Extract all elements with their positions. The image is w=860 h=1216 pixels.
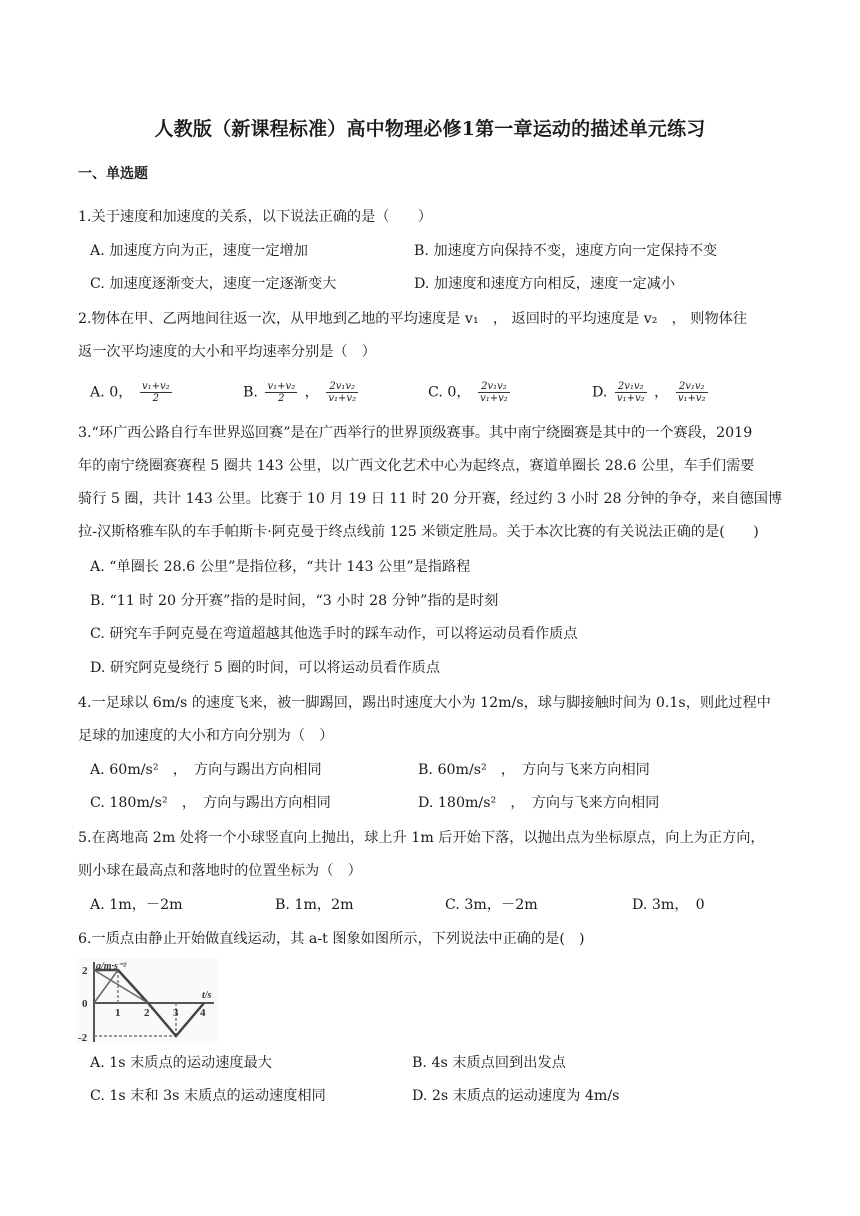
- frac-denominator: v₁+v₂: [328, 393, 357, 404]
- q2-option-c[interactable]: [428, 381, 513, 404]
- frac-numerator: 2v₁v₂: [326, 381, 358, 393]
- fraction-harmonic: [478, 381, 510, 404]
- q1-stem: 1.关于速度和加速度的关系，以下说法正确的是（ ）: [78, 209, 433, 225]
- q3-stem-line4: 拉-汉斯格雅车队的车手帕斯卡·阿克曼于终点线前 125 米锁定胜局。关于本次比赛的有关说法正确的是( ): [78, 524, 759, 540]
- q2-option-b-label: B.: [243, 384, 258, 401]
- q2-option-d-label: D.: [592, 384, 608, 401]
- frac-denominator: v₁+v₂: [480, 393, 508, 404]
- q1-option-b[interactable]: B. 加速度方向保持不变，速度方向一定保持不变: [414, 243, 718, 259]
- x-tick-label: 3: [173, 1007, 179, 1019]
- fraction-sum-over-two: [265, 381, 297, 404]
- q3-option-b[interactable]: B. “11 时 20 分开赛”指的是时间，“3 小时 28 分钟”指的是时刻: [90, 593, 499, 609]
- q4-stem-line2: 足球的加速度的大小和方向分别为（ ）: [78, 728, 334, 744]
- q6-option-c[interactable]: C. 1s 末和 3s 末质点的运动速度相同: [90, 1088, 326, 1104]
- q3-stem-line1: 3.“环广西公路自行车世界巡回赛”是在广西举行的世界顶级赛事。其中南宁绕圈赛是其中的一个赛段，2019: [78, 425, 753, 441]
- q2-stem-line1: 2.物体在甲、乙两地间往返一次，从甲地到乙地的平均速度是 v₁ ， 返回时的平均速度是 v₂ ， 则物体往: [78, 311, 748, 327]
- page-title: 人教版（新课程标准）高中物理必修1第一章运动的描述单元练习: [154, 118, 706, 140]
- frac-numerator: 2v₁v₂: [478, 381, 510, 393]
- frac-denominator: 2: [152, 393, 160, 404]
- comma: ，: [304, 384, 319, 401]
- q5-option-a[interactable]: A. 1m，－2m: [90, 897, 183, 913]
- frac-denominator: v₁+v₂: [677, 393, 706, 404]
- fraction-sum-over-two: [140, 381, 172, 404]
- frac-numerator: 2v₁v₂: [676, 381, 708, 393]
- q6-option-a[interactable]: A. 1s 末质点的运动速度最大: [90, 1055, 272, 1071]
- frac-denominator: v₁+v₂: [616, 393, 645, 404]
- q3-stem-line3: 骑行 5 圈，共计 143 公里。比赛于 10 月 19 日 11 时 20 分开赛，经过约 3 小时 28 分钟的争夺，来自德国博: [78, 491, 783, 507]
- q4-option-d[interactable]: D. 180m/s² ， 方向与飞来方向相同: [418, 795, 660, 811]
- frac-numerator: 2v₁v₂: [615, 381, 647, 393]
- q6-option-d[interactable]: D. 2s 末质点的运动速度为 4m/s: [412, 1088, 620, 1104]
- q5-option-d[interactable]: D. 3m， 0: [632, 897, 705, 913]
- q3-option-d[interactable]: D. 研究阿克曼绕行 5 圈的时间，可以将运动员看作质点: [90, 660, 441, 676]
- x-tick-label: 1: [115, 1007, 121, 1019]
- q3-stem-line2: 年的南宁绕圈赛赛程 5 圈共 143 公里，以广西文化艺术中心为起终点，赛道单圈长 28.6 公里，车手们需要: [78, 458, 755, 474]
- q5-option-b[interactable]: B. 1m，2m: [275, 897, 354, 913]
- fraction-harmonic: [326, 381, 358, 404]
- x-axis-label: t/s: [202, 990, 212, 1001]
- q1-option-a[interactable]: A. 加速度方向为正，速度一定增加: [90, 243, 308, 259]
- q4-option-b[interactable]: B. 60m/s² ， 方向与飞来方向相同: [418, 762, 650, 778]
- q1-option-c[interactable]: C. 加速度逐渐变大，速度一定逐渐变大: [90, 276, 337, 292]
- x-tick-label: 4: [200, 1007, 206, 1019]
- a-t-graph: [76, 958, 218, 1044]
- q2-option-a[interactable]: [90, 381, 175, 404]
- fraction-harmonic: [615, 381, 647, 404]
- q5-option-c[interactable]: C. 3m，－2m: [445, 897, 538, 913]
- frac-numerator: v₁+v₂: [142, 381, 170, 392]
- y-tick-label: -2: [78, 1032, 88, 1044]
- q4-option-a[interactable]: A. 60m/s² ， 方向与踢出方向相同: [90, 762, 322, 778]
- q6-stem: 6.一质点由静止开始做直线运动，其 a-t 图象如图所示，下列说法中正确的是( ): [78, 931, 585, 947]
- q6-option-b[interactable]: B. 4s 末质点回到出发点: [412, 1055, 566, 1071]
- comma: ，: [654, 384, 669, 401]
- fraction-harmonic: [676, 381, 708, 404]
- q4-stem-line1: 4.一足球以 6m/s 的速度飞来，被一脚踢回，踢出时速度大小为 12m/s，球与脚接触时间为 0.1s，则此过程中: [78, 695, 771, 711]
- q5-stem-line1: 5.在离地高 2m 处将一个小球竖直向上抛出，球上升 1m 后开始下落，以抛出点为坐标原点，向上为正方向，: [78, 830, 765, 846]
- section-heading: 一、单选题: [78, 166, 148, 182]
- y-tick-label: 0: [82, 998, 88, 1010]
- q2-option-d[interactable]: [592, 381, 711, 404]
- q4-option-c[interactable]: C. 180m/s² ， 方向与踢出方向相同: [90, 795, 331, 811]
- q5-stem-line2: 则小球在最高点和落地时的位置坐标为（ ）: [78, 863, 362, 879]
- q2-option-c-label: C. 0，: [428, 384, 471, 401]
- q2-option-a-label: A. 0，: [90, 384, 133, 401]
- q2-option-b[interactable]: [243, 381, 361, 404]
- q3-option-a[interactable]: A. “单圈长 28.6 公里”是指位移，“共计 143 公里”是指路程: [90, 559, 471, 575]
- q1-option-d[interactable]: D. 加速度和速度方向相反，速度一定减小: [414, 276, 676, 292]
- y-axis-label: a/m·s⁻²: [96, 961, 127, 972]
- frac-denominator: 2: [278, 393, 285, 404]
- x-tick-label: 2: [144, 1007, 150, 1019]
- q3-option-c[interactable]: C. 研究车手阿克曼在弯道超越其他选手时的踩车动作，可以将运动员看作质点: [90, 626, 578, 642]
- y-tick-label: 2: [82, 965, 88, 977]
- frac-numerator: v₁+v₂: [267, 381, 296, 392]
- q2-stem-line2: 返一次平均速度的大小和平均速率分别是（ ）: [78, 344, 376, 360]
